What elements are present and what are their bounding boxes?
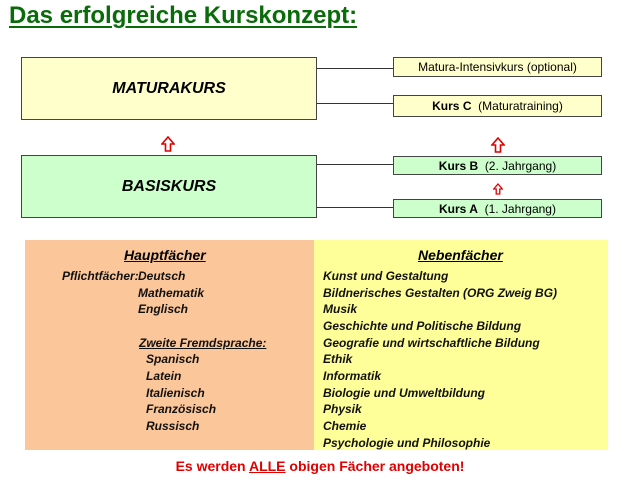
page-title: Das erfolgreiche Kurskonzept: bbox=[9, 2, 358, 29]
kurs-b-desc: (2. Jahrgang) bbox=[484, 158, 557, 173]
pflichtfaecher-label: Pflichtfächer: bbox=[62, 269, 139, 283]
nebenfach-item: Geografie und wirtschaftliche Bildung bbox=[323, 336, 540, 350]
footer-text-after: obigen Fächer angeboten! bbox=[285, 458, 465, 474]
connector-line bbox=[317, 68, 393, 69]
kurs-c-desc: (Maturatraining) bbox=[478, 99, 563, 113]
footer-emphasis: ALLE bbox=[248, 458, 286, 474]
nebenfach-item: Chemie bbox=[323, 419, 367, 433]
fremdsprache-heading: Zweite Fremdsprache: bbox=[139, 336, 267, 350]
footer-note bbox=[0, 458, 640, 474]
hauptfaecher-heading: Hauptfächer bbox=[124, 247, 206, 263]
nebenfach-item: Informatik bbox=[323, 369, 382, 383]
nebenfach-item: Psychologie und Philosophie bbox=[323, 436, 491, 450]
fremdsprache-item: Spanisch bbox=[146, 352, 200, 366]
kurs-c-box bbox=[393, 95, 602, 117]
nebenfach-item: Biologie und Umweltbildung bbox=[323, 386, 485, 400]
pflichtfach-item: Mathematik bbox=[138, 286, 205, 300]
nebenfach-item: Physik bbox=[323, 402, 362, 416]
nebenfaecher-heading: Nebenfächer bbox=[418, 247, 503, 263]
maturakurs-box bbox=[21, 57, 317, 120]
kurs-c-name: Kurs C bbox=[432, 99, 472, 113]
basiskurs-label: BASISKURS bbox=[121, 177, 217, 195]
nebenfach-item: Geschichte und Politische Bildung bbox=[323, 319, 522, 333]
basiskurs-box bbox=[21, 155, 317, 218]
kurs-b-name: Kurs B bbox=[438, 158, 479, 173]
matura-intensivkurs-label: Matura-Intensivkurs (optional) bbox=[418, 60, 577, 74]
fremdsprache-item: Italienisch bbox=[146, 386, 205, 400]
fremdsprache-item: Latein bbox=[146, 369, 182, 383]
fremdsprache-item: Russisch bbox=[146, 419, 200, 433]
nebenfach-item: Bildnerisches Gestalten (ORG Zweig BG) bbox=[323, 286, 558, 300]
up-arrow-icon bbox=[161, 136, 175, 152]
pflichtfach-item: Deutsch bbox=[138, 269, 186, 283]
kurs-b-box bbox=[393, 156, 602, 175]
maturakurs-label: MATURAKURS bbox=[112, 79, 226, 97]
footer-text-before: Es werden bbox=[175, 458, 249, 474]
nebenfach-item: Musik bbox=[323, 302, 358, 316]
connector-line bbox=[317, 207, 393, 208]
pflichtfach-item: Englisch bbox=[138, 302, 189, 316]
up-arrow-icon bbox=[491, 137, 505, 153]
kurs-a-name: Kurs A bbox=[439, 201, 478, 216]
fremdsprache-item: Französisch bbox=[146, 402, 217, 416]
kurs-a-desc: (1. Jahrgang) bbox=[484, 201, 556, 216]
connector-line bbox=[317, 164, 393, 165]
nebenfach-item: Kunst und Gestaltung bbox=[323, 269, 449, 283]
matura-intensivkurs-box bbox=[393, 57, 602, 77]
kurs-a-box bbox=[393, 199, 602, 218]
connector-line bbox=[317, 103, 393, 104]
nebenfach-item: Ethik bbox=[323, 352, 353, 366]
up-arrow-icon bbox=[493, 183, 503, 195]
